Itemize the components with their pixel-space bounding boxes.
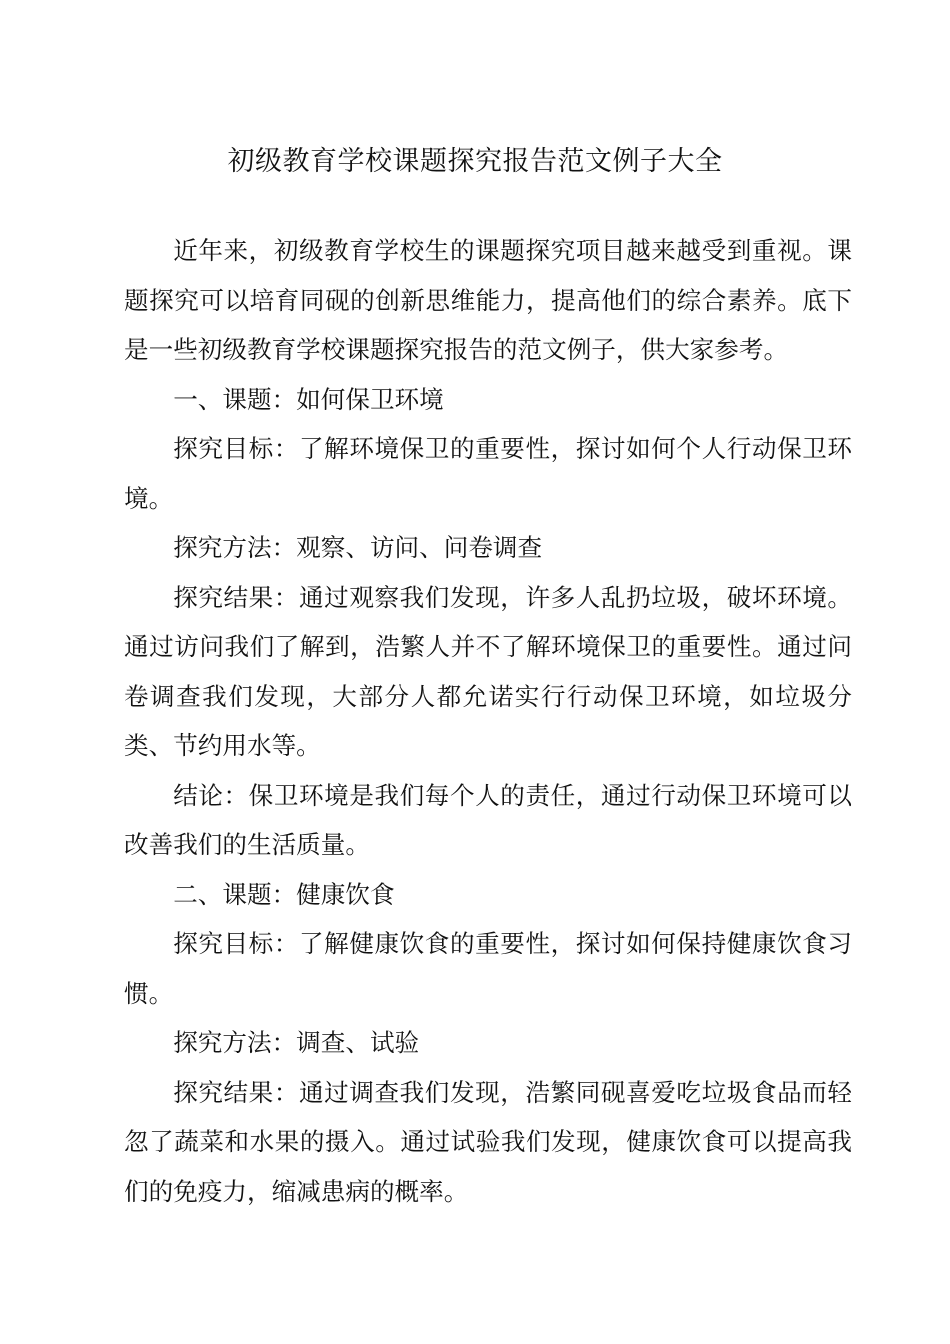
document-title: 初级教育学校课题探究报告范文例子大全 (227, 146, 723, 177)
paragraph-topic-1-conclusion: 结论：保卫环境是我们每个人的责任，通过行动保卫环境可以改善我们的生活质量。 (124, 780, 852, 859)
paragraph-topic-2-method: 探究方法：调查、试验 (173, 1028, 420, 1057)
heading-topic-2: 二、课题：健康饮食 (173, 879, 395, 909)
paragraph-intro: 近年来，初级教育学校生的课题探究项目越来越受到重视。课题探究可以培育同砚的创新思维能力，提高他们的综合素养。底下是一些初级教育学校课题探究报告的范文例子，供大家参考。 (124, 236, 852, 364)
heading-topic-1: 一、课题：如何保卫环境 (173, 384, 444, 414)
paragraph-topic-1-result: 探究结果：通过观察我们发现，许多人乱扔垃圾，破坏环境。通过访问我们了解到，浩繁人并不了解环境保卫的重要性。通过问卷调查我们发现，大部分人都允诺实行行动保卫环境，如垃圾分类、节约用水等。 (124, 582, 852, 760)
paragraph-topic-2-result: 探究结果：通过调查我们发现，浩繁同砚喜爱吃垃圾食品而轻忽了蔬菜和水果的摄入。通过试验我们发现，健康饮食可以提高我们的免疫力，缩减患病的概率。 (124, 1077, 852, 1206)
paragraph-topic-1-method: 探究方法：观察、访问、问卷调查 (173, 533, 543, 562)
paragraph-topic-1-goal: 探究目标：了解环境保卫的重要性，探讨如何个人行动保卫环境。 (124, 434, 852, 513)
document-body (124, 226, 852, 1216)
paragraph-topic-2-goal: 探究目标：了解健康饮食的重要性，探讨如何保持健康饮食习惯。 (124, 929, 852, 1008)
